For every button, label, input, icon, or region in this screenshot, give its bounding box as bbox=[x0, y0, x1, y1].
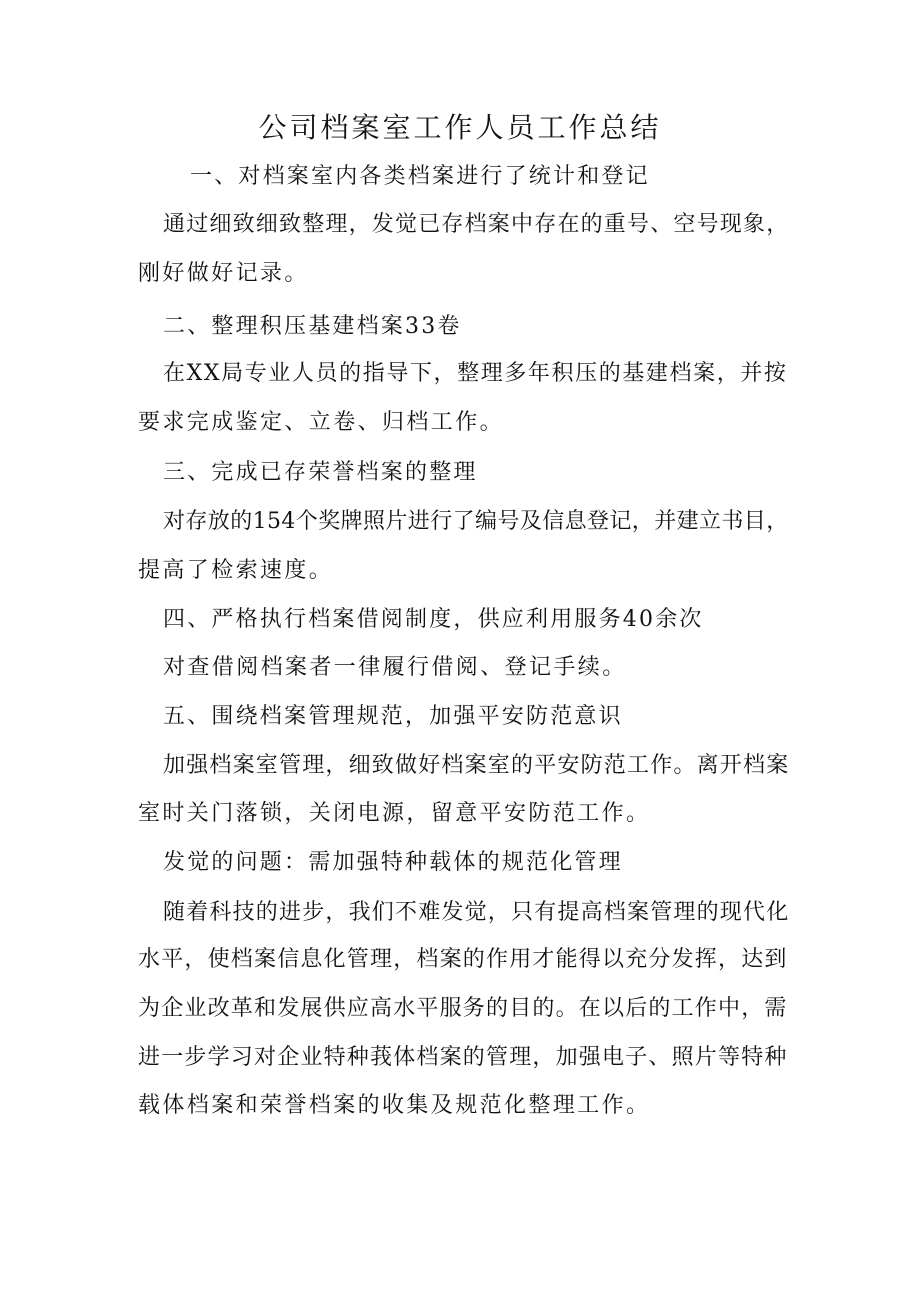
section-heading-4: 四、严格执行档案借阅制度，供应利用服务40余次 bbox=[163, 607, 704, 632]
issues-heading: 发觉的问题：需加强特种载体的规范化管理 bbox=[163, 850, 623, 875]
paragraph-line: 提高了检索速度。 bbox=[138, 558, 334, 583]
section-heading-2: 二、整理积压基建档案33卷 bbox=[163, 314, 462, 339]
document-title: 公司档案室工作人员工作总结 bbox=[258, 111, 662, 144]
paragraph-line: 要求完成鉴定、立卷、归档工作。 bbox=[138, 410, 505, 435]
paragraph-line: 水平，使档案信息化管理，档案的作用才能得以充分发挥，达到 bbox=[138, 947, 788, 972]
paragraph-line: 为企业改革和发展供应高水平服务的目的。在以后的工作中，需 bbox=[138, 996, 788, 1021]
paragraph-line: 通过细致细致整理，发觉已存档案中存在的重号、空号现象， bbox=[163, 212, 790, 237]
section-heading-3: 三、完成已存荣誉档案的整理 bbox=[163, 460, 478, 485]
paragraph-line: 载体档案和荣誉档案的收集及规范化整理工作。 bbox=[138, 1093, 651, 1118]
paragraph-line: 室时关门落锁，关闭电源，留意平安防范工作。 bbox=[138, 801, 651, 826]
paragraph-line: 加强档案室管理，细致做好档案室的平安防范工作。离开档案 bbox=[163, 753, 790, 778]
section-heading-5: 五、围绕档案管理规范，加强平安防范意识 bbox=[163, 704, 623, 729]
paragraph-line: 刚好做好记录。 bbox=[138, 261, 309, 286]
section-heading-1: 一、对档案室内各类档案进行了统计和登记 bbox=[190, 164, 650, 189]
paragraph-line: 对查借阅档案者一律履行借阅、登记手续。 bbox=[163, 655, 627, 680]
paragraph-line: 随着科技的进步，我们不难发觉，只有提高档案管理的现代化 bbox=[163, 900, 790, 925]
paragraph-line: 进一步学习对企业特种莪体档案的管理，加强电子、照片等特种 bbox=[138, 1045, 788, 1070]
paragraph-line: 对存放的154个奖牌照片进行了编号及信息登记，并建立书目， bbox=[163, 509, 789, 534]
paragraph-line: 在XX局专业人员的指导下，整理多年积压的基建档案，并按 bbox=[163, 361, 788, 386]
